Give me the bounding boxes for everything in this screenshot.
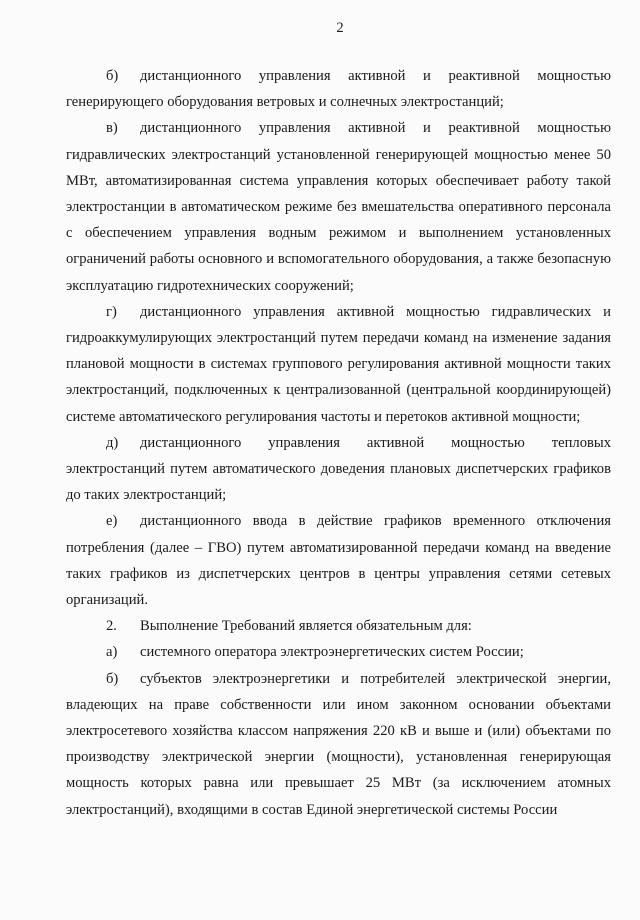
list-marker: г) <box>106 303 117 320</box>
paragraph-text: субъектов электроэнергетики и потребителей электрической энергии, владеющих на праве собственности или ином законном основании объектами электросетевого хозяйства классом напряжения 220 кВ и выше и (или) объектами по производству электрической энергии (мощности), установленная генерирующая мощность которых равна или превышает 25 МВт (за исключением атомных электростанций), входящими в состав Единой энергетической системы России <box>66 670 611 818</box>
list-marker: а) <box>106 644 118 661</box>
paragraph-text: дистанционного ввода в действие графиков временного отключения потребления (далее – ГВО) путем автоматизированной передачи команд на введение таких графиков из диспетчерских центров в центры управления сетями сетевых организаций. <box>66 513 611 609</box>
list-marker: б) <box>106 68 119 84</box>
list-marker: д) <box>106 434 119 451</box>
paragraph-text: Выполнение Требований является обязательным для: <box>140 618 472 635</box>
paragraph-text: дистанционного управления активной и реактивной мощностью генерирующего оборудования ветровых и солнечных электростанций; <box>66 68 611 111</box>
paragraph-g-pumped-storage <box>66 299 611 430</box>
paragraph-text: дистанционного управления активной мощностью гидравлических и гидроаккумулирующих электростанций путем передачи команд на изменение задания плановой мощности в системах группового регулирования активной мощности таких электростанций, подключенных к централизованной (центральной координирующей) системе автоматического регулирования частоты и перетоков активной мощности; <box>66 303 611 425</box>
paragraph-v-hydro <box>66 115 611 298</box>
list-marker: в) <box>106 120 118 137</box>
list-marker: б) <box>106 670 119 687</box>
paragraph-e-gvo <box>66 508 611 613</box>
paragraph-text: дистанционного управления активной мощностью тепловых электростанций путем автоматического доведения плановых диспетчерских графиков до таких электростанций; <box>66 434 611 504</box>
list-marker: 2. <box>106 618 117 635</box>
paragraph-b-subjects <box>66 666 611 823</box>
document-body <box>66 63 611 823</box>
list-marker: е) <box>106 513 118 530</box>
paragraph-2-mandatory <box>66 613 611 639</box>
paragraph-d-thermal <box>66 430 611 509</box>
paragraph-text: системного оператора электроэнергетических систем России; <box>140 644 524 661</box>
page-number: 2 <box>336 20 344 36</box>
paragraph-a-system-operator <box>66 639 611 665</box>
paragraph-b-wind-solar <box>66 63 611 115</box>
paragraph-text: дистанционного управления активной и реактивной мощностью гидравлических электростанций установленной генерирующей мощностью менее 50 МВт, автоматизированная система управления которых обеспечивает работу такой электростанции в автоматическом режиме без вмешательства оперативного персонала с обеспечением управления водным режимом и выполнением установленных ограничений работы основного и вспомогательного оборудования, а также безопасную эксплуатацию гидротехнических сооружений; <box>66 120 611 294</box>
